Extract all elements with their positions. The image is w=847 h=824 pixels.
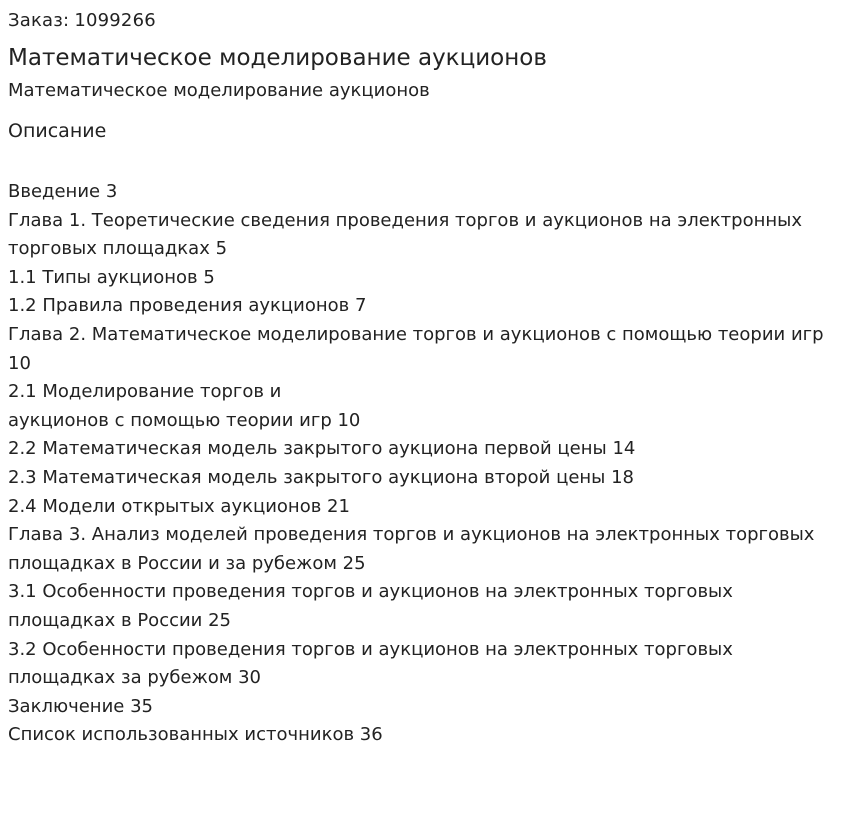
toc-item: 3.1 Особенности проведения торгов и аукционов на электронных торговых площадках в России 25 [8, 581, 733, 631]
toc-item: Глава 1. Теоретические сведения проведения торгов и аукционов на электронных торговых площадках 5 [8, 209, 802, 260]
toc-item: Заключение 35 [8, 695, 153, 717]
toc-item: Список использованных источников 36 [8, 724, 383, 746]
table-of-contents [8, 178, 839, 750]
toc-item: аукционов с помощью теории игр 10 [8, 409, 361, 431]
order-number: 1099266 [74, 10, 156, 31]
toc-item: Введение 3 [8, 181, 118, 202]
description-label: Описание [8, 120, 107, 142]
page-subtitle: Математическое моделирование аукционов [8, 80, 430, 101]
order-line [8, 8, 839, 34]
toc-item: 2.2 Математическая модель закрытого аукциона первой цены 14 [8, 438, 636, 460]
toc-item: 1.1 Типы аукционов 5 [8, 266, 215, 288]
toc-item: Глава 2. Математическое моделирование торгов и аукционов с помощью теории игр 10 [8, 323, 824, 374]
toc-item: 3.2 Особенности проведения торгов и аукционов на электронных торговых площадках за рубежом 30 [8, 638, 733, 689]
toc-item: 2.4 Модели открытых аукционов 21 [8, 495, 350, 517]
toc-item: 2.3 Математическая модель закрытого аукциона второй цены 18 [8, 466, 635, 488]
toc-item: 1.2 Правила проведения аукционов 7 [8, 295, 367, 317]
order-label: Заказ: [8, 10, 70, 31]
page-title: Математическое моделирование аукционов [8, 45, 547, 71]
toc-item: Глава 3. Анализ моделей проведения торгов и аукционов на электронных торговых площадках в России и за рубежом 25 [8, 524, 815, 574]
toc-item: 2.1 Моделирование торгов и [8, 381, 282, 403]
